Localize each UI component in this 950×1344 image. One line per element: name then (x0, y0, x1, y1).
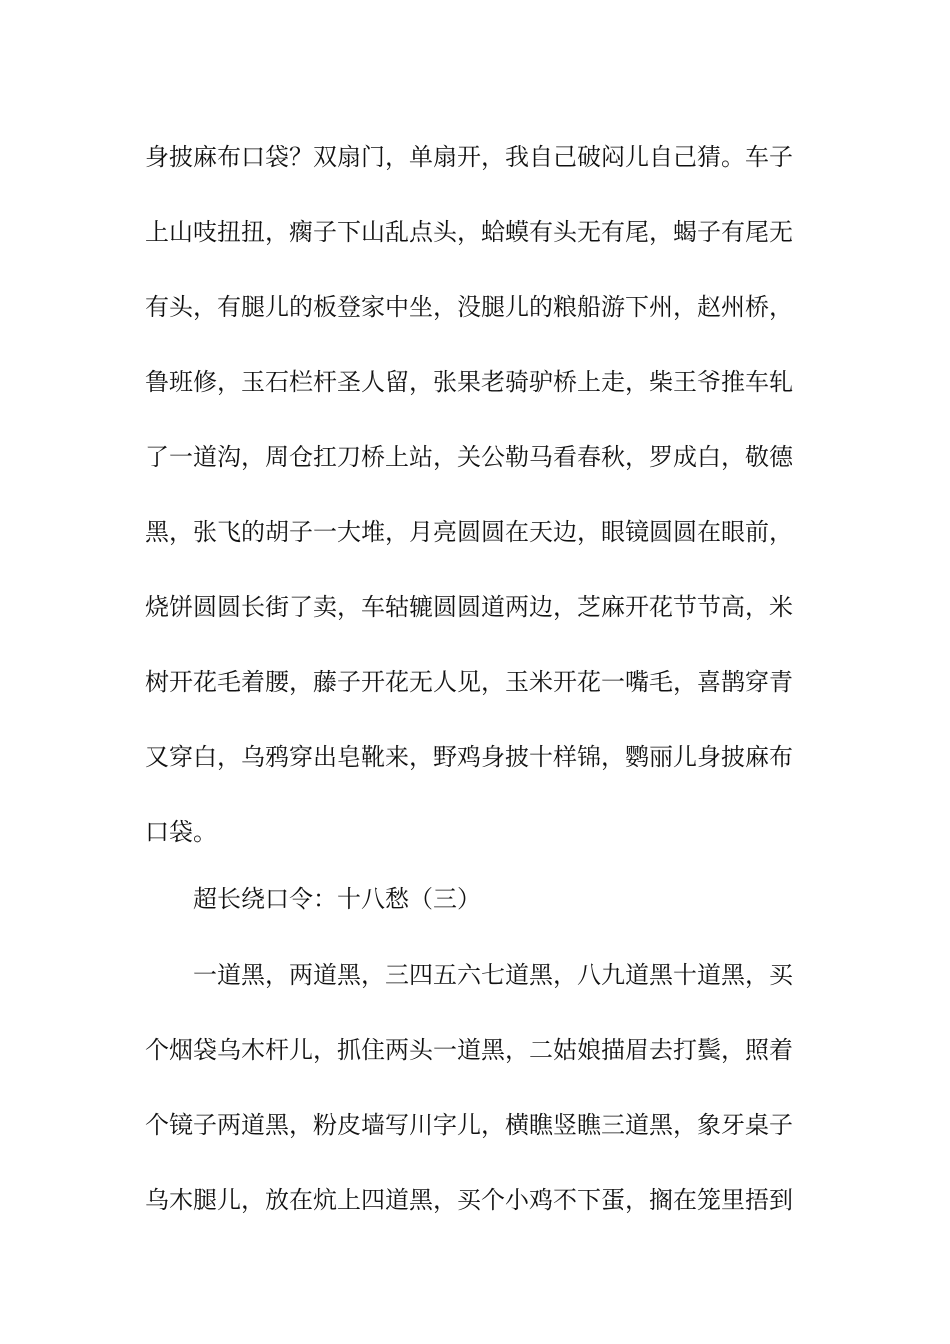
text-line: 上山吱扭扭，瘸子下山乱点头，蛤蟆有头无有尾，蝎子有尾无 (145, 218, 793, 246)
paragraph-tongue-twister-end (145, 120, 807, 870)
text-line: 乌木腿儿，放在炕上四道黑，买个小鸡不下蛋，搁在笼里捂到 (145, 1186, 793, 1214)
text-line: 身披麻布口袋？双扇门，单扇开，我自己破闷儿自己猜。车子 (145, 143, 793, 171)
text-line: 鲁班修，玉石栏杆圣人留，张果老骑驴桥上走，柴王爷推车轧 (145, 368, 793, 396)
text-line: 有头，有腿儿的板登家中坐，没腿儿的粮船游下州，赵州桥， (145, 293, 793, 321)
text-line: 口袋。 (145, 818, 217, 846)
text-line: 黑，张飞的胡子一大堆，月亮圆圆在天边，眼镜圆圆在眼前， (145, 518, 793, 546)
text-line: 又穿白，乌鸦穿出皂靴来，野鸡身披十样锦，鹦丽儿身披麻布 (145, 743, 793, 771)
text-line: 个镜子两道黑，粉皮墙写川字儿，横瞧竖瞧三道黑，象牙桌子 (145, 1111, 793, 1139)
section-heading (145, 862, 807, 937)
text-line: 树开花毛着腰，藤子开花无人见，玉米开花一嘴毛，喜鹊穿青 (145, 668, 793, 696)
paragraph-eighteen-worries (145, 938, 807, 1238)
text-line: 烧饼圆圆长街了卖，车轱辘圆圆道两边，芝麻开花节节高，米 (145, 593, 793, 621)
text-line: 个烟袋乌木杆儿，抓住两头一道黑，二姑娘描眉去打鬓，照着 (145, 1036, 793, 1064)
heading-text: 超长绕口令：十八愁（三） (193, 885, 481, 913)
text-line: 一道黑，两道黑，三四五六七道黑，八九道黑十道黑，买 (193, 961, 793, 989)
text-line: 了一道沟，周仓扛刀桥上站，关公勒马看春秋，罗成白，敬德 (145, 443, 793, 471)
